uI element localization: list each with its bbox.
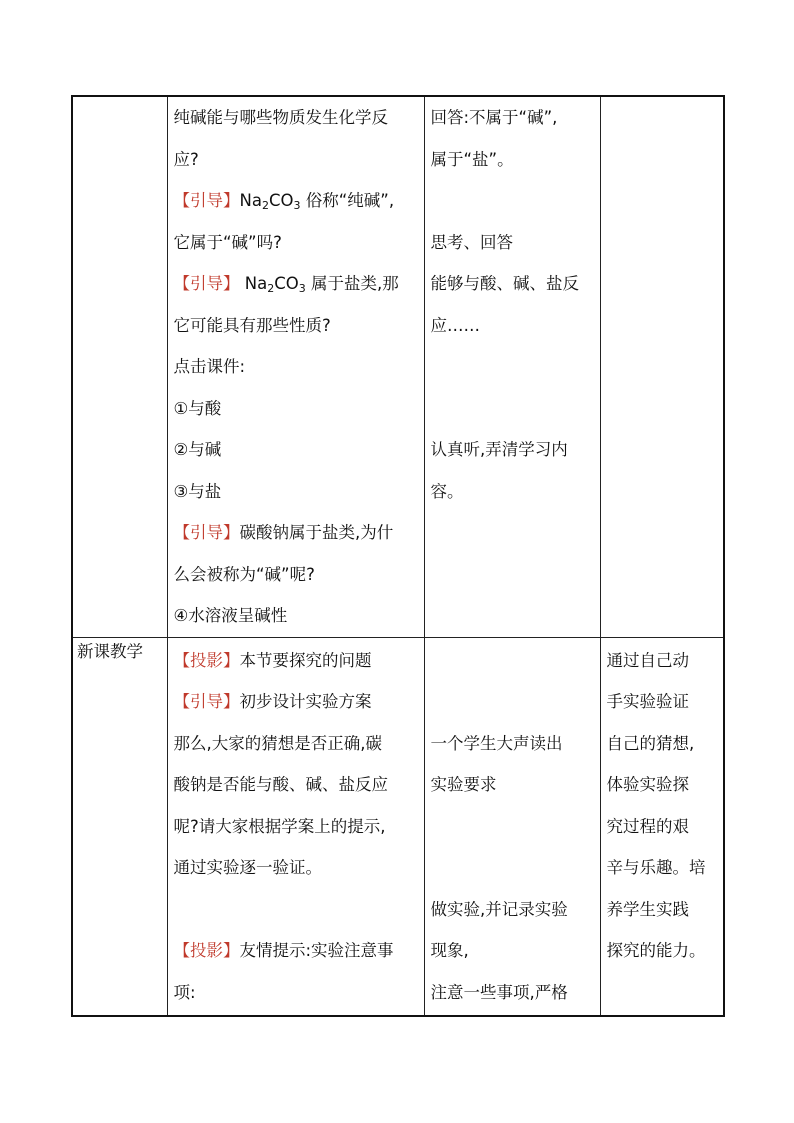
formula-subscript: 3 <box>293 199 301 212</box>
guide-tag: 【引导】 <box>173 191 240 210</box>
text-span: 碳酸钠属于盐类,为什 <box>239 523 394 542</box>
text-line: 它可能具有那些性质? <box>173 315 331 335</box>
text-line: 手实验验证 <box>606 692 689 711</box>
teacher-activity-cell <box>167 637 424 1016</box>
text-line: 应…… <box>430 315 480 335</box>
text-line: 养学生实践 <box>606 899 689 919</box>
text-line: 究过程的艰 <box>606 816 689 836</box>
text-line: ③与盐 <box>173 481 222 501</box>
text-line: 思考、回答 <box>430 232 513 252</box>
text-line: ①与酸 <box>173 398 222 418</box>
text-line: 容。 <box>430 481 464 501</box>
text-line: 通过实验逐一验证。 <box>173 858 322 877</box>
student-activity-cell <box>424 96 600 637</box>
stage-cell-empty <box>72 96 167 637</box>
teacher-activity-cell <box>167 96 424 637</box>
text-line: 实验要求 <box>430 775 497 794</box>
text-line: 注意一些事项,严格 <box>430 982 568 1002</box>
formula-subscript: 3 <box>298 282 306 295</box>
text-line: 它属于“碱”吗? <box>173 232 282 252</box>
stage-cell <box>72 637 167 1016</box>
text-span: 初步设计实验方案 <box>239 692 372 711</box>
text-span: 友情提示:实验注意事 <box>239 941 394 960</box>
text-line: 自己的猜想, <box>606 733 695 753</box>
formula-co: CO <box>268 191 294 210</box>
text-line: 应? <box>173 149 199 169</box>
guide-tag: 【引导】 <box>173 523 240 542</box>
guide-tag: 【引导】 <box>173 274 240 293</box>
formula-na: Na <box>239 191 262 210</box>
formula-subscript: 2 <box>261 199 269 212</box>
projection-tag: 【投影】 <box>173 941 240 960</box>
text-line: 认真听,弄清学习内 <box>430 440 568 459</box>
design-intent-cell-empty <box>600 96 724 637</box>
formula-na: Na <box>239 274 268 293</box>
table-row <box>72 637 724 1016</box>
text-line <box>174 681 418 723</box>
text-line: 项: <box>173 982 196 1002</box>
text-line: 探究的能力。 <box>606 941 706 960</box>
projection-tag: 【投影】 <box>173 650 240 670</box>
text-span: 本节要探究的问题 <box>239 650 372 670</box>
text-line: 能够与酸、碱、盐反 <box>430 274 579 293</box>
text-line: 回答:不属于“碱”, <box>430 108 558 127</box>
text-line: ④水溶液呈碱性 <box>173 606 288 625</box>
student-activity-cell <box>424 637 600 1016</box>
text-line: 通过自己动 <box>606 650 689 670</box>
text-line <box>174 512 418 554</box>
table-row <box>72 96 724 637</box>
design-intent-cell <box>600 637 724 1016</box>
text-line: 属于“盐”。 <box>430 149 514 169</box>
text-line: 体验实验探 <box>606 775 689 794</box>
text-line: 做实验,并记录实验 <box>430 899 568 919</box>
guide-tag: 【引导】 <box>173 692 240 711</box>
text-line: 纯碱能与哪些物质发生化学反 <box>173 108 388 127</box>
text-span: 俗称“纯碱”, <box>300 191 395 210</box>
text-line: 现象, <box>430 941 469 960</box>
text-line: 呢?请大家根据学案上的提示, <box>173 816 386 836</box>
text-line: 么会被称为“碱”呢? <box>173 564 315 584</box>
lesson-plan-table <box>71 95 725 1017</box>
stage-label: 新课教学 <box>77 641 143 661</box>
formula-subscript: 2 <box>267 282 275 295</box>
text-line: 点击课件: <box>173 357 246 376</box>
text-line: 一个学生大声读出 <box>430 733 563 753</box>
formula-co: CO <box>274 274 299 293</box>
text-line: 酸钠是否能与酸、碱、盐反应 <box>173 775 388 794</box>
text-line <box>174 640 418 682</box>
text-line: ②与碱 <box>173 440 222 459</box>
text-line <box>174 180 418 222</box>
text-span: 属于盐类,那 <box>305 274 399 293</box>
text-line <box>174 930 418 972</box>
text-line <box>174 263 418 305</box>
text-line: 辛与乐趣。培 <box>606 858 706 877</box>
text-line: 那么,大家的猜想是否正确,碳 <box>173 733 382 753</box>
